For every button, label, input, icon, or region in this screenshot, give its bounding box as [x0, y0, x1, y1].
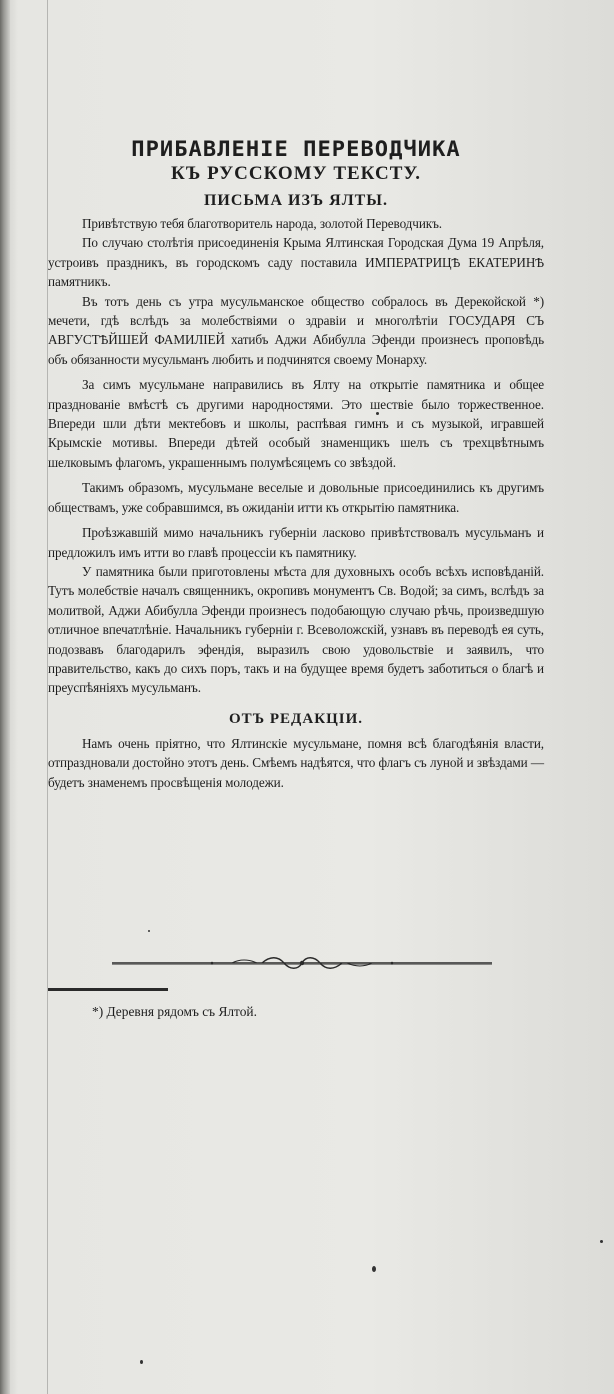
scan-speck [148, 930, 150, 932]
document-subtitle: КЪ РУССКОМУ ТЕКСТУ. [171, 163, 421, 184]
document-title: ПРИБАВЛЕНІЕ ПЕРЕВОДЧИКА [131, 137, 461, 161]
section-heading: ПИСЬМА ИЗЪ ЯЛТЫ. [203, 192, 389, 209]
paragraph-joining: Такимъ образомъ, мусульмане веселые и довольные присоединились къ другимъ обществамъ, уже собравшимся, въ ожиданіи итти къ открытію памятника. [48, 480, 544, 515]
paragraph-governor: Проѣзжавшій мимо начальникъ губерніи ласково привѣтствовалъ мусульманъ и предложилъ имъ итти во главѣ процессіи къ памятнику. [48, 525, 544, 560]
page-edge-shadow [0, 0, 10, 1394]
footnote: *) Деревня рядомъ съ Ялтой. [92, 1004, 257, 1019]
paragraph-monument: У памятника были приготовлены мѣста для духовныхъ особъ всѣхъ исповѣданій. Тутъ молебствіе началъ священникъ, окропивъ монументъ Св. Водой; за симъ, вслѣдъ за молитвой, Аджи Абибулла Эфенди произнесъ подобающую случаю рѣчь, произведшую отличное впечатлѣніе. Начальникъ губерніи г. Всеволожскій, узнавъ въ переводѣ ея суть, подозвавъ благодарилъ эфендія, выразилъ свою удовольствіе и заявилъ, что правительство, какъ до сихъ поръ, такъ и на будущее время будетъ заботиться о благѣ и преуспѣяніяхъ мусульманъ. [48, 563, 544, 696]
editorial-paragraph: Намъ очень пріятно, что Ялтинскіе мусульмане, помня всѣ благодѣянія власти, отпраздновали достойно этотъ день. Смѣемъ надѣятся, что флагъ съ луной и звѣздами — будетъ знаменемъ просвѣщенія молодежи. [48, 735, 544, 790]
editorial-heading: ОТЪ РЕДАКЦІИ. [228, 710, 364, 727]
scan-speck [600, 1240, 603, 1243]
paragraph-mosque: Въ тотъ день съ утра мусульманское общество собралось въ Дерекойской *) мечети, гдѣ вслѣдъ за молебствіями о здравіи и многолѣтіи ГОСУДАРЯ СЪ АВГУСТѢЙШЕЙ ФАМИЛІЕЙ хатибъ Аджи Абибулла Эфенди произнесъ проповѣдь объ обязанности мусульманъ любить и подчинятся своему Монарху. [48, 293, 544, 367]
ornamental-divider [112, 954, 492, 972]
scan-speck [372, 1266, 376, 1272]
footnote-rule [48, 988, 168, 991]
paragraph-occasion: По случаю столѣтія присоединенія Крыма Ялтинская Городская Дума 19 Апрѣля, устроивъ праздникъ, въ городскомъ саду поставила ИМПЕРАТРИЦѢ ЕКАТЕРИНѢ памятникъ. [48, 235, 544, 290]
paragraph-greeting: Привѣтствую тебя благотворитель народа, золотой Переводчикъ. [82, 216, 443, 231]
document-body [48, 136, 544, 792]
scan-speck [140, 1360, 143, 1364]
paragraph-procession: За симъ мусульмане направились въ Ялту на открытіе памятника и общее празднованіе вмѣстѣ съ другими народностями. Это шествіе было торжественное. Впереди шли дѣти мектебовъ и школы, распѣвая гимнъ и съ музыкой, игравшей Крымскіе мотивы. Впереди дѣтей особый знаменщикъ шелъ съ трехцвѣтнымъ шелковымъ флагомъ, украшеннымъ полумѣсяцемъ со звѣздой. [48, 377, 544, 470]
scan-speck [376, 412, 379, 415]
